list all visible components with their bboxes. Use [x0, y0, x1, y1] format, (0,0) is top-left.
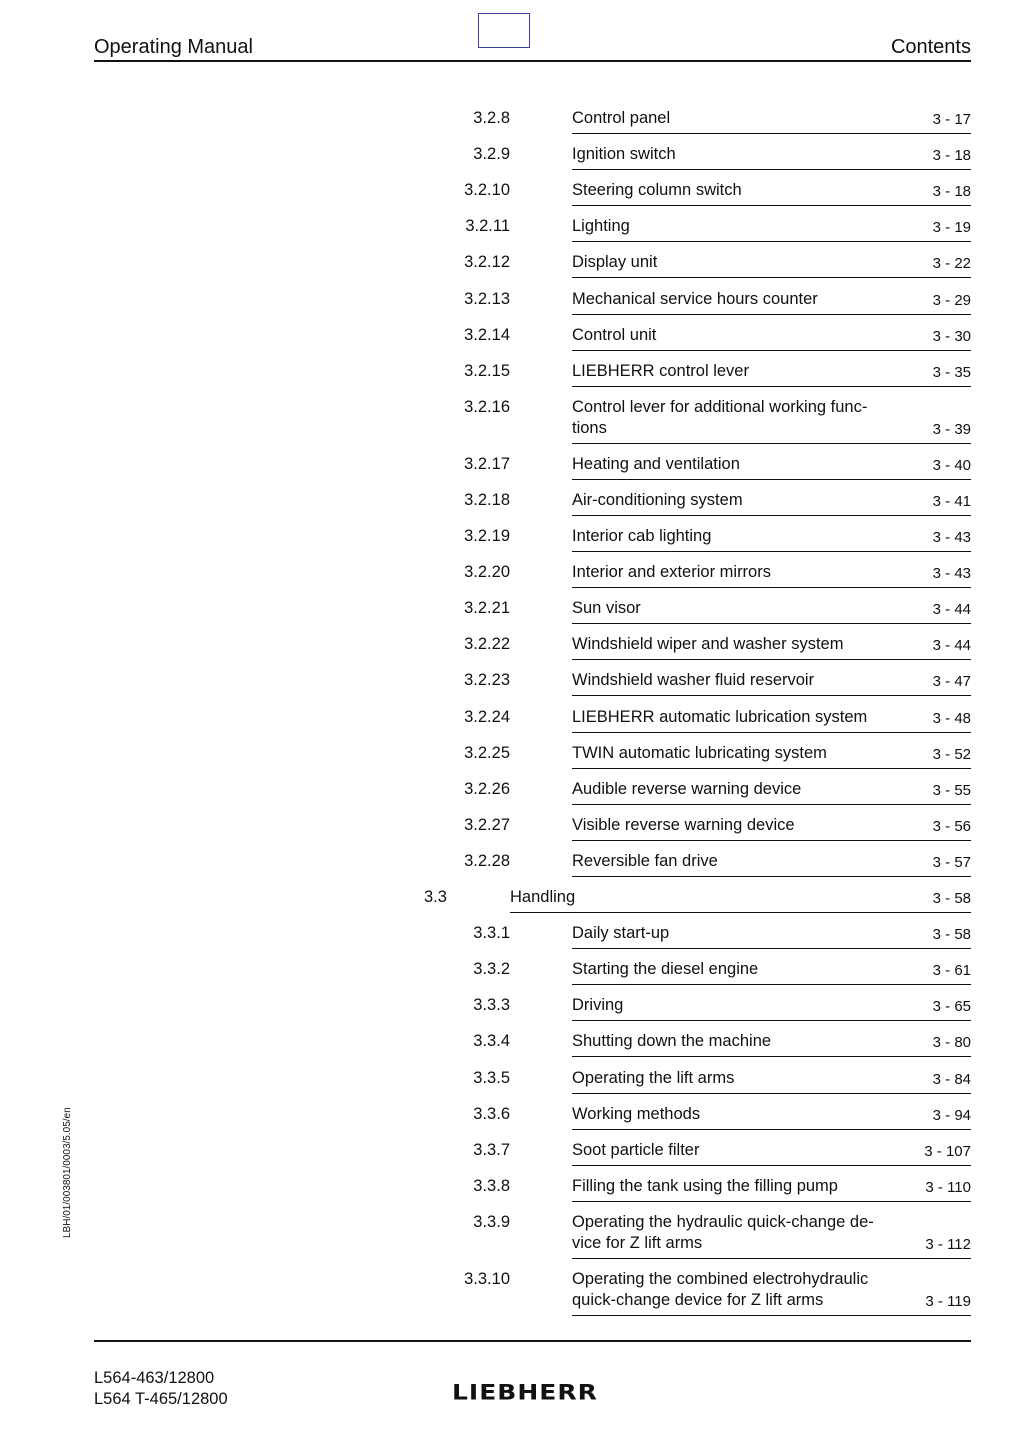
toc-entry-page: 3 - 30 — [932, 327, 971, 345]
toc-entry-page: 3 - 80 — [932, 1034, 971, 1052]
toc-entry-title-wrap — [510, 887, 971, 913]
toc-entry-title-wrap — [572, 923, 971, 949]
toc-entry-number: 3.2.27 — [464, 815, 510, 834]
toc-entry-title: TWIN automatic lubricating system — [572, 743, 827, 762]
toc-entry-page: 3 - 39 — [932, 420, 971, 438]
toc-entry-title-wrap — [572, 252, 971, 278]
toc-entry-page: 3 - 107 — [924, 1142, 971, 1160]
toc-entry-title: Operating the combined electrohydraulic — [572, 1269, 869, 1288]
toc-entry-title-wrap — [572, 108, 971, 134]
toc-entry-title-wrap — [572, 397, 971, 444]
toc-entry-number: 3.2.21 — [464, 599, 510, 618]
toc-entry-number: 3.2.23 — [464, 671, 510, 690]
toc-entry-title: Visible reverse warning device — [572, 815, 795, 834]
toc-entry-title-continued: vice for Z lift arms — [572, 1233, 703, 1252]
toc-entry-title: Interior and exterior mirrors — [572, 563, 771, 582]
toc-entry-title-wrap — [572, 1269, 971, 1316]
toc-entry-number: 3.3.10 — [464, 1269, 510, 1288]
toc-entry-page: 3 - 40 — [932, 456, 971, 474]
toc-entry-page: 3 - 56 — [932, 817, 971, 835]
toc-entry-title: Filling the tank using the filling pump — [572, 1176, 838, 1195]
toc-entry-page: 3 - 65 — [932, 998, 971, 1016]
toc-entry-number: 3.2.25 — [464, 743, 510, 762]
toc-entry-title: Driving — [572, 996, 624, 1015]
toc-entry-title: Audible reverse warning device — [572, 779, 802, 798]
toc-entry-page: 3 - 84 — [932, 1070, 971, 1088]
toc-entry-title: Operating the lift arms — [572, 1068, 735, 1087]
toc-entry-page: 3 - 19 — [932, 219, 971, 237]
toc-entry-title: Daily start-up — [572, 924, 670, 943]
toc-entry-title: Shutting down the machine — [572, 1032, 772, 1051]
toc-entry-page: 3 - 43 — [932, 565, 971, 583]
toc-entry-page: 3 - 119 — [925, 1292, 971, 1310]
toc-entry-title: Heating and ventilation — [572, 454, 740, 473]
footer-model — [94, 1368, 228, 1410]
toc-entry-page: 3 - 47 — [932, 673, 971, 691]
toc-entry-number: 3.2.18 — [464, 490, 510, 509]
toc-entry-number: 3.3.3 — [473, 996, 510, 1015]
toc-entry-title-wrap — [572, 1176, 971, 1202]
toc-entry-page: 3 - 112 — [925, 1235, 971, 1253]
toc-entry-title: Working methods — [572, 1104, 701, 1123]
toc-entry-title: Ignition switch — [572, 145, 676, 164]
toc-entry-title: LIEBHERR control lever — [572, 361, 749, 380]
toc-entry-title-wrap — [572, 490, 971, 516]
toc-entry-title-wrap — [572, 779, 971, 805]
toc-entry-title-wrap — [572, 1140, 971, 1166]
toc-entry-number: 3.2.9 — [473, 145, 510, 164]
toc-entry-number: 3.2.13 — [464, 289, 510, 308]
toc-entry-number: 3.2.8 — [473, 109, 510, 127]
toc-entry-title: Soot particle filter — [572, 1140, 700, 1159]
toc-entry-page: 3 - 55 — [932, 781, 971, 799]
toc-entry-title-wrap — [572, 325, 971, 351]
toc-entry-page: 3 - 43 — [932, 529, 971, 546]
document-code: LBH/01/003801/0003/5.05/en — [62, 1107, 73, 1238]
toc-entry-title-wrap — [572, 361, 971, 387]
toc-entry-number: 3.3.2 — [473, 960, 510, 979]
toc-entry-title-wrap — [572, 1031, 971, 1057]
toc-entry-number: 3.3 — [424, 888, 447, 906]
toc-entry-page: 3 - 110 — [925, 1178, 971, 1196]
toc-entry-number: 3.2.19 — [464, 527, 510, 545]
toc-entry-title: Reversible fan drive — [572, 851, 718, 870]
toc-entry-title-wrap — [572, 144, 971, 170]
footer-model-line2: L564 T-465/12800 — [94, 1390, 228, 1408]
toc-entry-number: 3.2.10 — [464, 181, 510, 200]
toc-entry-title-continued: quick-change device for Z lift arms — [572, 1290, 824, 1309]
toc-entry-title: Starting the diesel engine — [572, 960, 759, 979]
toc-entry-page: 3 - 58 — [932, 890, 971, 907]
toc-entry-title: Control lever for additional working func- — [572, 397, 868, 416]
footer-model-line1: L564-463/12800 — [94, 1369, 215, 1387]
toc-entry-title-wrap — [572, 1104, 971, 1130]
toc-entry-title-wrap — [572, 216, 971, 242]
toc-entry-number: 3.3.9 — [473, 1212, 510, 1231]
toc-entry-number: 3.3.5 — [473, 1068, 510, 1087]
toc-entry-title-wrap — [572, 995, 971, 1021]
toc-entry-page: 3 - 18 — [932, 147, 971, 165]
toc-entry-title: Control panel — [572, 109, 671, 127]
toc-entry-page: 3 - 44 — [932, 601, 971, 619]
toc-entry-page: 3 - 58 — [932, 926, 971, 944]
toc-entry-page: 3 - 22 — [932, 255, 971, 273]
toc-entry-title-wrap — [572, 815, 971, 841]
toc-entry-number: 3.2.26 — [464, 779, 510, 798]
toc-entry-page: 3 - 57 — [932, 853, 971, 871]
toc-entry-page: 3 - 18 — [932, 183, 971, 201]
toc-entry-title: Sun visor — [572, 599, 641, 618]
toc-entry-title-wrap — [572, 743, 971, 769]
toc-entry-title-wrap — [572, 180, 971, 206]
toc-entry-title: Control unit — [572, 325, 657, 344]
toc-entry-number: 3.2.22 — [464, 635, 510, 654]
toc-entry-title: Display unit — [572, 253, 658, 272]
toc-entry-title-wrap — [572, 562, 971, 588]
toc-entry-title: Interior cab lighting — [572, 527, 712, 545]
toc-entry-title: Air-conditioning system — [572, 490, 743, 509]
toc-entry-page: 3 - 41 — [932, 492, 971, 510]
toc-entry-number: 3.2.24 — [464, 707, 510, 726]
toc-entry-title: Lighting — [572, 217, 630, 236]
toc-entry-title-wrap — [572, 1212, 971, 1259]
header-box — [478, 13, 530, 48]
toc-entry-number: 3.3.7 — [473, 1140, 510, 1159]
toc-entry-title-wrap — [572, 454, 971, 480]
toc-entry-title: Mechanical service hours counter — [572, 289, 818, 308]
toc-entry-title: Handling — [510, 888, 576, 906]
toc-entry-title-continued: tions — [572, 418, 607, 437]
toc-entry-title-wrap — [572, 526, 971, 552]
toc-entry-number: 3.3.4 — [473, 1032, 510, 1051]
toc-entry-page: 3 - 94 — [932, 1106, 971, 1124]
toc-entry-number: 3.2.14 — [464, 325, 510, 344]
toc-entry-number: 3.2.17 — [464, 454, 510, 473]
toc-entry-page: 3 - 61 — [932, 962, 971, 980]
toc-entry-title-wrap — [572, 959, 971, 985]
toc-entry-title-wrap — [572, 598, 971, 624]
toc-entry-page: 3 - 17 — [932, 111, 971, 128]
toc-entry-title: Steering column switch — [572, 181, 742, 200]
toc-entry-number: 3.3.1 — [473, 924, 510, 943]
toc-entry-title: LIEBHERR automatic lubrication system — [572, 707, 868, 726]
toc-entry-number: 3.2.15 — [464, 361, 510, 380]
toc-entry-number: 3.3.6 — [473, 1104, 510, 1123]
toc-entry-number: 3.2.12 — [464, 253, 510, 272]
header-rule — [94, 60, 971, 62]
toc-entry-title-wrap — [572, 851, 971, 877]
toc-entry-title-wrap — [572, 1068, 971, 1094]
toc-entry-number: 3.2.20 — [464, 563, 510, 582]
toc-entry-number: 3.2.16 — [464, 397, 510, 416]
toc-entry-title-wrap — [572, 707, 971, 733]
toc-entry-page: 3 - 52 — [932, 745, 971, 763]
toc-entry-title: Windshield wiper and washer system — [572, 635, 844, 654]
toc-entry-title-wrap — [572, 634, 971, 660]
toc-entry-page: 3 - 29 — [932, 291, 971, 309]
toc-entry-number: 3.2.11 — [465, 217, 510, 236]
toc-entry-page: 3 - 44 — [932, 637, 971, 655]
toc-entry-title: Windshield washer fluid reservoir — [572, 671, 815, 690]
toc-entry-title-wrap — [572, 289, 971, 315]
footer-rule — [94, 1340, 971, 1342]
header-title-right: Contents — [890, 36, 971, 58]
toc-entry-page: 3 - 48 — [932, 709, 971, 727]
toc-entry-number: 3.2.28 — [464, 851, 510, 870]
toc-entry-title: Operating the hydraulic quick-change de- — [572, 1212, 874, 1231]
liebherr-logo: LIEBHERR — [452, 1380, 598, 1405]
toc-entry-page: 3 - 35 — [932, 363, 971, 381]
toc-entry-title-wrap — [572, 670, 971, 696]
header-title-left: Operating Manual — [94, 36, 253, 58]
toc-entry-number: 3.3.8 — [473, 1176, 510, 1195]
